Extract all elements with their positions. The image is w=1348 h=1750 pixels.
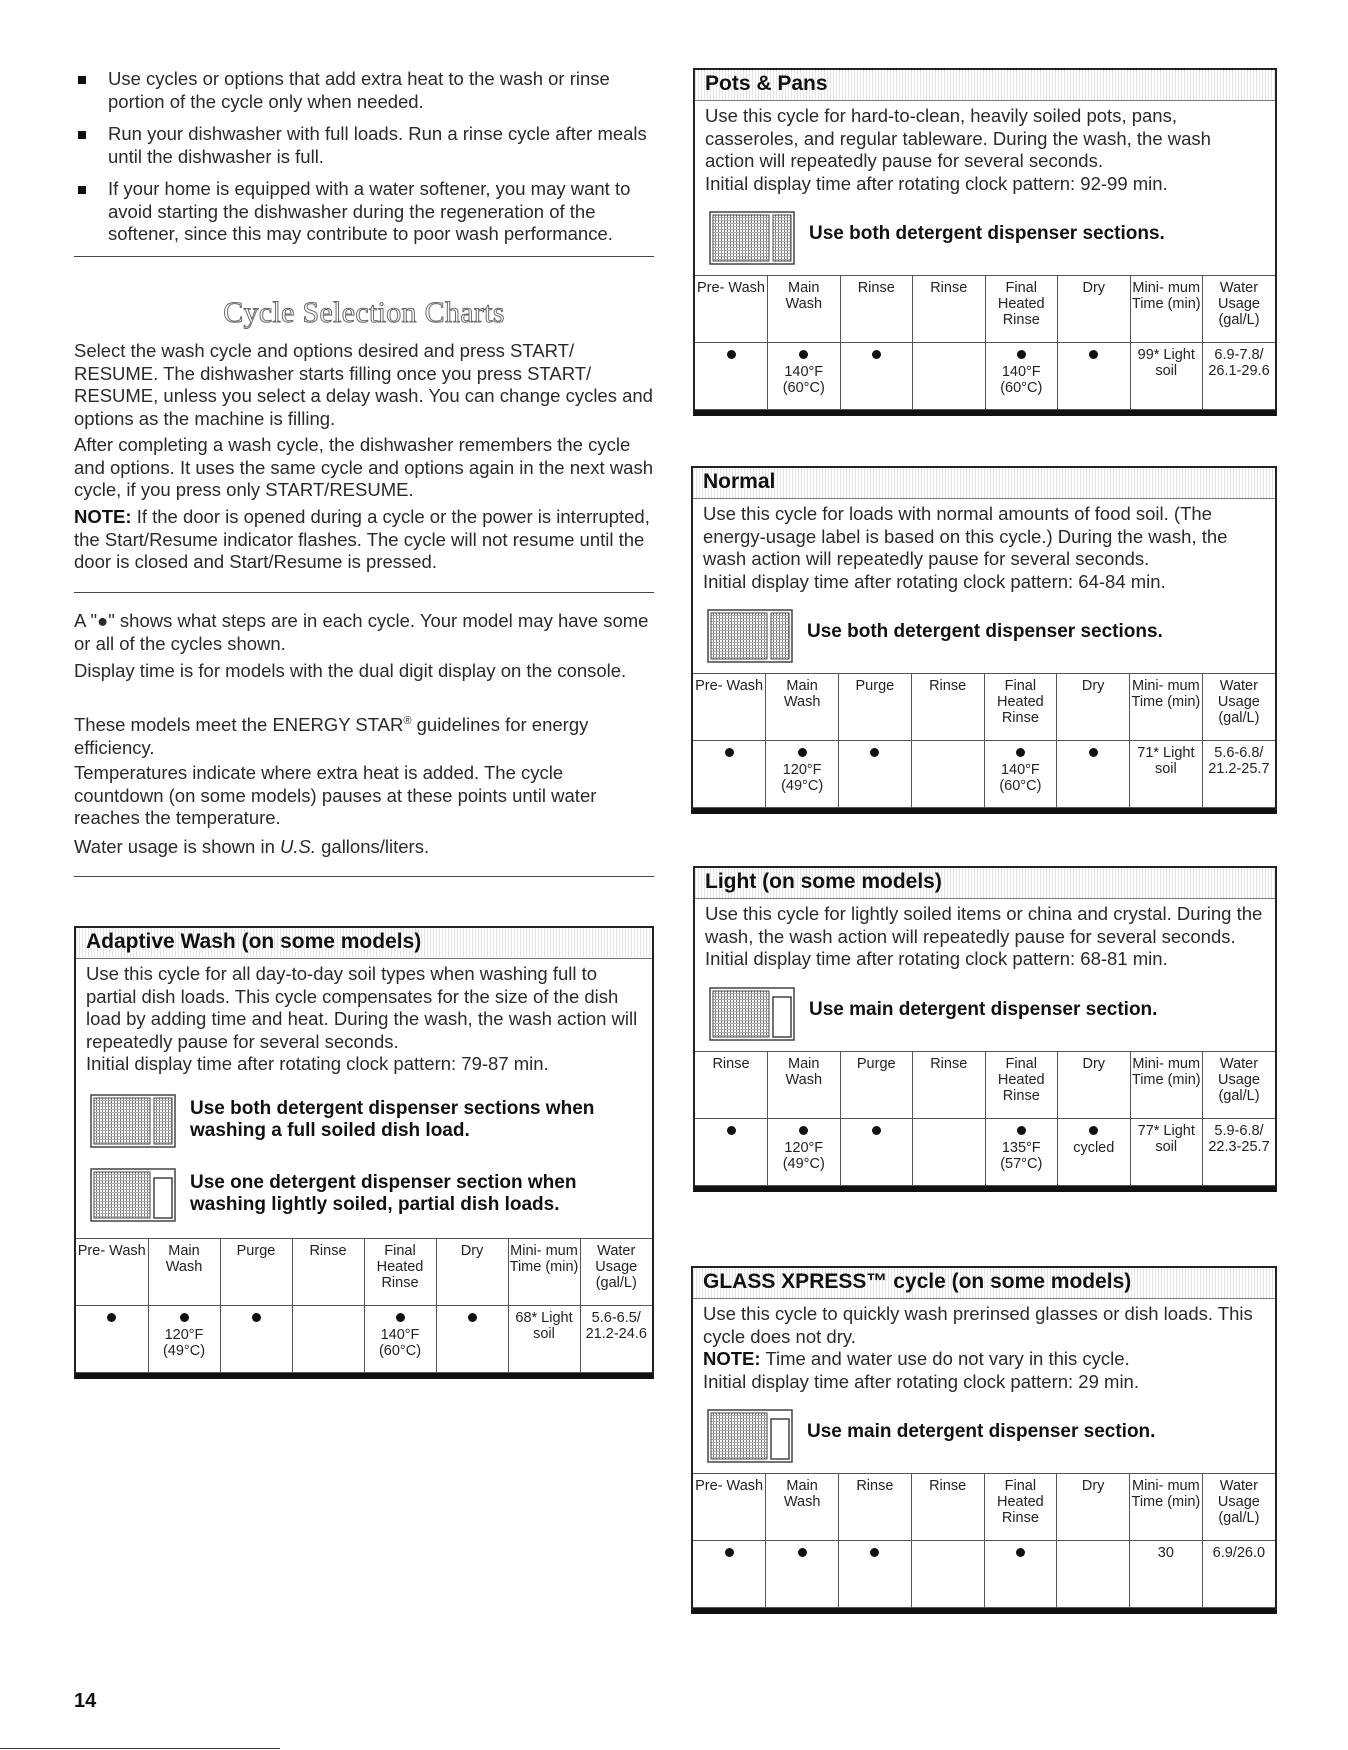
cycle-normal	[691, 466, 1277, 814]
step-dot-icon	[468, 1313, 477, 1322]
dispenser-both-icon	[90, 1094, 176, 1148]
detergent-instruction: Use both detergent dispenser sections.	[705, 211, 1265, 267]
cycle-header	[695, 868, 1275, 899]
step-dot-icon	[798, 748, 807, 757]
table-row: 120°F (49°C) 140°F (60°C) 71* Light soil 5.6-6.8/ 21.2-25.7	[693, 741, 1275, 808]
table-header-row: Pre- Wash Main Wash Rinse Rinse Final Heated Rinse Dry Mini- mum Time (min) Water Usage (gal/L)	[695, 276, 1275, 343]
table-row: 140°F (60°C) 140°F (60°C) 99* Light soil 6.9-7.8/ 26.1-29.6	[695, 343, 1275, 410]
detergent-instruction: Use main detergent dispenser section.	[705, 987, 1265, 1043]
cycle-steps-table	[695, 275, 1275, 410]
cycle-display-time: Initial display time after rotating clock pattern: 68-81 min.	[705, 948, 1168, 969]
bullet-square-icon	[78, 76, 86, 84]
step-dot-icon	[1017, 350, 1026, 359]
cycle-description: Use this cycle for hard-to-clean, heavily soiled pots, pans, casseroles, and regular tableware. During the wash, the wash action will repeatedly pause for several seconds.	[705, 105, 1211, 171]
divider	[74, 876, 654, 877]
cycle-display-time: Initial display time after rotating clock pattern: 64-84 min.	[703, 570, 1166, 592]
cycle-note: NOTE: Time and water use do not vary in this cycle.	[703, 1348, 1130, 1369]
step-dot-icon	[870, 748, 879, 757]
table-row: 120°F (49°C) 135°F (57°C) cycled 77* Light soil 5.9-6.8/ 22.3-25.7	[695, 1118, 1275, 1185]
cycle-display-time: Initial display time after rotating clock pattern: 79-87 min.	[86, 1053, 549, 1074]
footer-rule	[0, 1748, 280, 1749]
step-dot-icon	[180, 1313, 189, 1322]
dispenser-both-icon	[709, 211, 795, 265]
cycle-title: Normal	[703, 470, 776, 493]
dispenser-main-icon	[707, 1409, 793, 1463]
intro-paragraph: Select the wash cycle and options desired and press START/ RESUME. The dishwasher starts filling once you press START/ RESUME, unless you select a delay wash. You can change cycles and options as the machine is filling.	[74, 340, 653, 429]
step-dot-icon	[252, 1313, 261, 1322]
cycle-light	[693, 866, 1277, 1192]
cycle-header	[695, 70, 1275, 101]
step-dot-icon	[799, 1126, 808, 1135]
legend-paragraph: Temperatures indicate where extra heat is added. The cycle countdown (on some models) pauses at these points until water reaches the temperature.	[74, 762, 597, 828]
legend-paragraph: Display time is for models with the dual digit display on the console.	[74, 660, 627, 681]
cycle-description: Use this cycle to quickly wash prerinsed glasses or dish loads. This cycle does not dry.	[703, 1303, 1253, 1347]
page-number: 14	[74, 1690, 97, 1712]
detergent-instruction: Use one detergent dispenser section when washing lightly soiled, partial dish loads.	[86, 1168, 642, 1224]
cycle-display-time: Initial display time after rotating clock pattern: 29 min.	[703, 1370, 1139, 1392]
step-dot-icon	[872, 350, 881, 359]
step-dot-icon	[107, 1313, 116, 1322]
step-dot-icon	[1089, 350, 1098, 359]
step-dot-icon	[799, 350, 808, 359]
table-header-row: Rinse Main Wash Purge Rinse Final Heated Rinse Dry Mini- mum Time (min) Water Usage (gal/L)	[695, 1051, 1275, 1118]
step-dot-icon	[1089, 1126, 1098, 1135]
divider	[74, 256, 654, 257]
cycle-header	[693, 1268, 1275, 1299]
step-dot-icon	[727, 350, 736, 359]
cycle-header	[76, 928, 652, 959]
dispenser-main-icon	[90, 1168, 176, 1222]
dispenser-both-icon	[707, 609, 793, 663]
step-dot-icon	[872, 1126, 881, 1135]
intro-paragraph: After completing a wash cycle, the dishwasher remembers the cycle and options. It uses the same cycle and options again in the next wash cycle, if you press only START/RESUME.	[74, 434, 654, 500]
cycle-glass-xpress	[691, 1266, 1277, 1614]
tip-item: If your home is equipped with a water softener, you may want to avoid starting the dishwasher during the regeneration of the softener, since this may contribute to poor wash performance.	[74, 178, 654, 246]
step-dot-icon	[1016, 1548, 1025, 1557]
bullet-square-icon	[78, 131, 86, 139]
detergent-instruction: Use both detergent dispenser sections.	[703, 609, 1265, 665]
cycle-adaptive-wash	[74, 926, 654, 1379]
tips-list	[74, 68, 654, 256]
legend-paragraph: A "●" shows what steps are in each cycle. Your model may have some or all of the cycles shown.	[74, 610, 649, 654]
cycle-steps-table	[693, 1473, 1275, 1608]
cycle-title: Light (on some models)	[705, 870, 942, 893]
cycle-steps-table	[695, 1051, 1275, 1186]
tip-item: Use cycles or options that add extra heat to the wash or rinse portion of the cycle only when needed.	[74, 68, 654, 113]
cycle-title: GLASS XPRESS™ cycle (on some models)	[703, 1270, 1132, 1293]
cycle-steps-table	[76, 1238, 652, 1373]
cycle-description: Use this cycle for all day-to-day soil types when washing full to partial dish loads. This cycle compensates for the size of the dish load by adding time and heat. During the wash, the wash action will repeatedly pause for several seconds.	[86, 963, 638, 1052]
step-dot-icon	[1017, 1126, 1026, 1135]
table-header-row: Pre- Wash Main Wash Purge Rinse Final Heated Rinse Dry Mini- mum Time (min) Water Usage (gal/L)	[76, 1238, 652, 1305]
section-title: Cycle Selection Charts	[223, 296, 505, 329]
cycle-header	[693, 468, 1275, 499]
table-row: 120°F (49°C) 140°F (60°C) 68* Light soil 5.6-6.5/ 21.2-24.6	[76, 1305, 652, 1372]
step-dot-icon	[396, 1313, 405, 1322]
table-header-row: Pre- Wash Main Wash Rinse Rinse Final Heated Rinse Dry Mini- mum Time (min) Water Usage (gal/L)	[693, 1474, 1275, 1541]
step-dot-icon	[798, 1548, 807, 1557]
cycle-title: Adaptive Wash (on some models)	[86, 930, 422, 953]
divider	[74, 592, 654, 593]
tip-item: Run your dishwasher with full loads. Run a rinse cycle after meals until the dishwasher is full.	[74, 123, 654, 168]
table-header-row: Pre- Wash Main Wash Purge Rinse Final Heated Rinse Dry Mini- mum Time (min) Water Usage (gal/L)	[693, 674, 1275, 741]
cycle-steps-table	[693, 673, 1275, 808]
detergent-instruction: Use main detergent dispenser section.	[703, 1409, 1265, 1465]
step-dot-icon	[725, 748, 734, 757]
step-dot-icon	[725, 1548, 734, 1557]
cycle-description: Use this cycle for lightly soiled items or china and crystal. During the wash, the wash action will repeatedly pause for several seconds.	[705, 903, 1263, 947]
legend-paragraph: Water usage is shown in U.S. gallons/liters.	[74, 836, 430, 857]
bullet-square-icon	[78, 186, 86, 194]
cycle-description: Use this cycle for loads with normal amounts of food soil. (The energy-usage label is based on this cycle.) During the wash, the wash action will repeatedly pause for several seconds.	[703, 503, 1228, 569]
cycle-display-time: Initial display time after rotating clock pattern: 92-99 min.	[705, 172, 1168, 194]
cycle-title: Pots & Pans	[705, 72, 828, 95]
step-dot-icon	[727, 1126, 736, 1135]
legend-paragraph: These models meet the ENERGY STAR® guidelines for energy efficiency.	[74, 714, 589, 758]
step-dot-icon	[1089, 748, 1098, 757]
note-paragraph: NOTE: If the door is opened during a cycle or the power is interrupted, the Start/Resume indicator flashes. The cycle will not resume until the door is closed and Start/Resume is pressed.	[74, 506, 650, 572]
dispenser-main-icon	[709, 987, 795, 1041]
step-dot-icon	[870, 1548, 879, 1557]
cycle-pots-pans	[693, 68, 1277, 416]
detergent-instruction: Use both detergent dispenser sections when washing a full soiled dish load.	[86, 1094, 642, 1150]
table-row: 30 6.9/26.0	[693, 1541, 1275, 1608]
step-dot-icon	[1016, 748, 1025, 757]
